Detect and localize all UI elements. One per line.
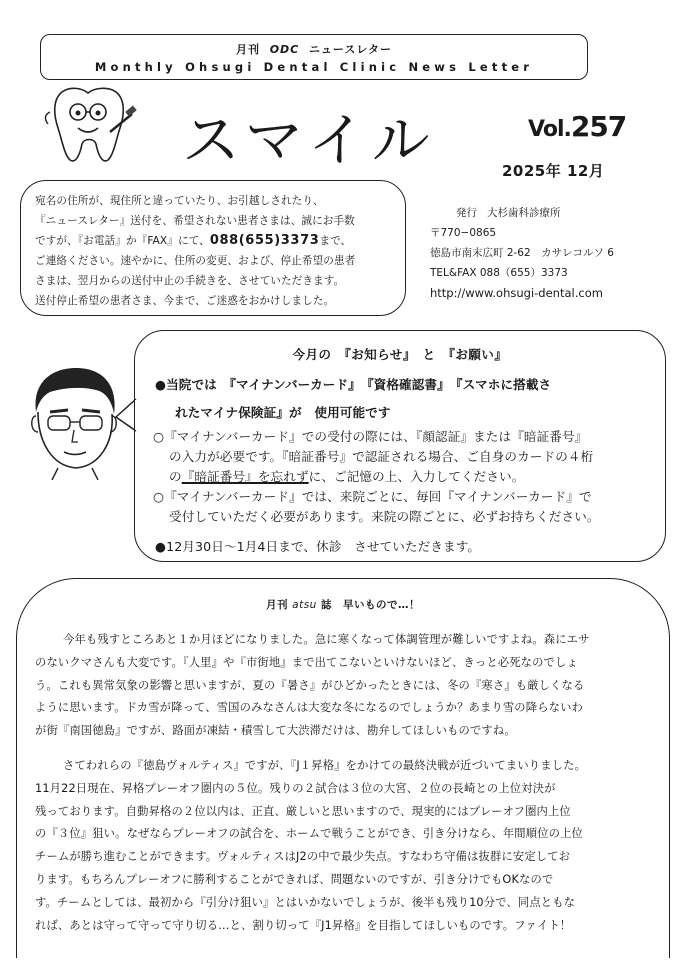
publisher-url[interactable]: http://www.ohsugi-dental.com xyxy=(430,286,603,300)
header-japanese-title: 月刊 ODC ニュースレター xyxy=(236,43,392,56)
sub-1-text: に、ご記憶の上、入力してください。 xyxy=(308,469,525,484)
notice-line-part: ですが、『お電話』か『FAX』にて、 xyxy=(35,235,210,247)
announcement-sub-1-line-2: の入力が必要です。『暗証番号』で認証される場合、ご自身のカードの４桁 xyxy=(169,449,594,464)
publisher-info xyxy=(430,203,614,303)
notice-phone: 088(655)3373 xyxy=(209,233,320,248)
announcement-sub-2-line-2: 受付していただく必要があります。来院の際ごとに、必ずお持ちください。 xyxy=(169,509,600,524)
column-line: う。これも異常気象の影響と思いますが、夏の『暑さ』がひどかったときには、冬の『寒さ』も厳しくなる xyxy=(35,678,585,692)
issue-date: 2025年 12月 xyxy=(502,162,605,180)
column-line: す。チームとしては、最初から『引分け狙い』とはいかないでしょうが、後半も残り10分で、同点ともな xyxy=(35,895,576,909)
column-line: 11月22日現在、昇格プレーオフ圏内の５位。残りの２試合は３位の大宮、２位の長崎との上位対決が xyxy=(35,781,556,795)
publisher-postal: 〒770−0865 xyxy=(430,227,497,239)
newsletter-header xyxy=(40,34,588,80)
notice-line-part: まで、 xyxy=(319,235,352,247)
notice-line: ご連絡ください。速やかに、住所の変更、および、停止希望の患者 xyxy=(35,255,356,267)
publisher-telfax: TEL&FAX 088（655）3373 xyxy=(430,267,568,279)
announcement-item-2: ●12月30日～1月4日まで、休診 させていただきます。 xyxy=(155,539,481,554)
publisher-address: 徳島市南末広町 2-62 カサレコルソ 6 xyxy=(430,247,614,259)
doctor-portrait-icon xyxy=(22,362,126,480)
tooth-mascot-icon xyxy=(40,84,140,166)
column-heading-suffix: 誌 早いもので…！ xyxy=(321,599,420,611)
column-heading-author: atsu xyxy=(292,599,317,611)
column-paragraph-2 xyxy=(35,755,657,937)
notice-line: 送付停止希望の患者さま、今まで、ご迷惑をおかけしました。 xyxy=(35,295,335,307)
column-line: 残っております。自動昇格の２位以内は、正直、厳しいと思いますので、現実的にはプレーオフ圏内上位 xyxy=(35,804,571,818)
address-notice-box xyxy=(20,180,406,316)
notice-line xyxy=(35,231,391,251)
announcement-sub-2-line-1: ○『マイナンバーカード』では、来院ごとに、毎回『マイナンバーカード』で xyxy=(153,489,592,504)
column-line: チームが勝ち進むことができます。ヴォルティスはJ2の中で最少失点。すなわち守備は抜群に安定してお xyxy=(35,850,571,864)
announcement-item-1-line-2: れたマイナ保険証』が 使用可能です xyxy=(175,405,391,420)
announcement-sub-1-line-1: ○『マイナンバーカード』での受付の際には、『顔認証』または『暗証番号』 xyxy=(153,429,588,444)
column-heading xyxy=(17,597,669,612)
sub-1-text: の xyxy=(169,469,182,484)
column-line: 今年も残すところあと１か月ほどになりました。急に寒くなって体調管理が難しいですよね。森にエサ xyxy=(63,633,590,646)
announcement-item-1-line-1: ●当院では 『マイナンバーカード』 『資格確認書』 『スマホに搭載さ xyxy=(155,377,552,392)
notice-line: 『ニュースレター』送付を、希望されない患者さまは、誠にお手数 xyxy=(35,215,355,227)
column-line: の『３位』狙い。なぜならプレーオフの試合を、ホームで戦うことができ、引き分けなら、年間順位の上位 xyxy=(35,827,583,841)
announcement-sub-1-line-3 xyxy=(169,467,524,487)
announcement-bubble xyxy=(134,330,666,562)
column-line: ります。もちろんプレーオフに勝利することができれば、問題ないのですが、引き分けでもOKなので xyxy=(35,872,554,886)
publisher-label: 発行 xyxy=(456,207,477,219)
column-line: が街『南国徳島』ですが、路面が凍結・積雪して大渋滞だけは、勘弁してほしいものですね。 xyxy=(35,724,516,738)
header-english-title: Monthly Ohsugi Dental Clinic News Letter xyxy=(94,60,534,74)
notice-line: 宛名の住所が、現住所と違っていたり、お引越しされたり、 xyxy=(35,195,324,207)
volume-number: Vol.257 xyxy=(528,110,627,143)
column-line: のないクマさんも大変です。『人里』や『市街地』まで出てこないといけないほど、きっと必死なのでしょ xyxy=(35,655,578,669)
column-line: れば、あとは守って守って守り切る…と、割り切って『J1昇格』を目指してほしいものです。ファイト！ xyxy=(35,918,572,932)
column-line: ように思います。ドカ雪が降って、雪国のみなさんは大変な冬になるのでしょうか？あまり雪の降らないわ xyxy=(35,701,583,715)
publisher-name: 大杉歯科診療所 xyxy=(487,207,561,219)
column-line: さてわれらの『徳島ヴォルティス』ですが、『J１昇格』をかけての最終決戦が近づいてまいりました。 xyxy=(63,759,587,772)
newsletter-title: スマイル xyxy=(182,106,436,174)
announcement-heading: 今月の 『お知らせ』 と 『お願い』 xyxy=(292,347,508,362)
notice-line: さまは、翌月からの送付中止の手続きを、させていただきます。 xyxy=(35,275,345,287)
column-box xyxy=(16,578,670,958)
pin-reminder-underlined: 『暗証番号』を忘れず xyxy=(181,469,309,484)
column-paragraph-1 xyxy=(35,629,657,743)
column-heading-prefix: 月刊 xyxy=(266,599,288,611)
publisher-name-line xyxy=(430,203,614,223)
address-notice-text xyxy=(35,191,391,311)
